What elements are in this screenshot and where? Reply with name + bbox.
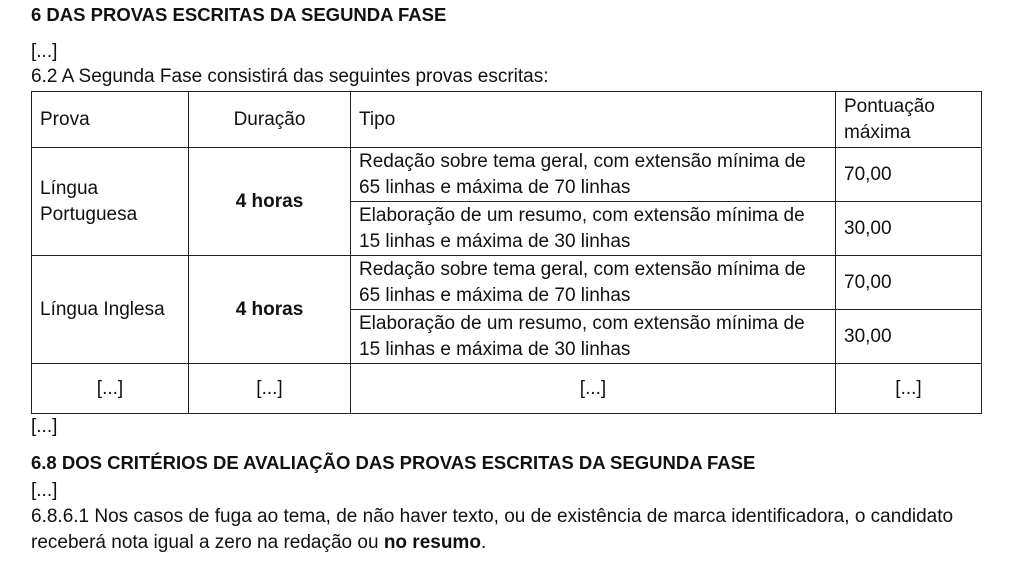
provas-table [31, 91, 982, 414]
tipo-cell: Elaboração de um resumo, com extensão mínima de 15 linhas e máxima de 30 linhas [351, 202, 836, 256]
pontuacao-cell: 70,00 [836, 148, 982, 202]
section-6-8-heading: 6.8 DOS CRITÉRIOS DE AVALIAÇÃO DAS PROVAS ESCRITAS DA SEGUNDA FASE [31, 452, 756, 473]
table-row-ellipsis [32, 364, 982, 414]
table-row [32, 148, 982, 202]
paragraph-period: . [480, 532, 487, 553]
paragraph-6-8-6-1-line1: 6.8.6.1 Nos casos de fuga ao tema, de não haver texto, ou de existência de marca identificadora, o candidato [31, 506, 954, 527]
table-row [32, 256, 982, 310]
duracao-cell: 4 horas [189, 256, 351, 364]
header-duracao: Duração [189, 92, 351, 148]
duracao-cell: 4 horas [189, 148, 351, 256]
ellipsis-cell: [...] [351, 364, 836, 414]
section-6-2-intro: 6.2 A Segunda Fase consistirá das seguintes provas escritas: [31, 66, 549, 87]
ellipsis-marker: [...] [31, 41, 58, 62]
ellipsis-marker: [...] [31, 480, 58, 501]
header-pontuacao: Pontuação máxima [836, 92, 982, 148]
prova-cell: Língua Inglesa [32, 256, 189, 364]
ellipsis-cell: [...] [189, 364, 351, 414]
paragraph-6-8-6-1-line2 [31, 532, 486, 554]
pontuacao-cell: 30,00 [836, 310, 982, 364]
section-6-heading: 6 DAS PROVAS ESCRITAS DA SEGUNDA FASE [31, 4, 447, 25]
tipo-cell: Redação sobre tema geral, com extensão mínima de 65 linhas e máxima de 70 linhas [351, 256, 836, 310]
ellipsis-cell: [...] [32, 364, 189, 414]
tipo-cell: Redação sobre tema geral, com extensão mínima de 65 linhas e máxima de 70 linhas [351, 148, 836, 202]
paragraph-bold-text: no resumo [383, 532, 481, 553]
pontuacao-cell: 30,00 [836, 202, 982, 256]
pontuacao-cell: 70,00 [836, 256, 982, 310]
header-prova: Prova [32, 92, 189, 148]
prova-cell: Língua Portuguesa [32, 148, 189, 256]
paragraph-text: receberá nota igual a zero na redação ou [31, 532, 384, 553]
table-header-row [32, 92, 982, 148]
header-tipo: Tipo [351, 92, 836, 148]
ellipsis-marker: [...] [31, 416, 58, 437]
tipo-cell: Elaboração de um resumo, com extensão mínima de 15 linhas e máxima de 30 linhas [351, 310, 836, 364]
ellipsis-cell: [...] [836, 364, 982, 414]
